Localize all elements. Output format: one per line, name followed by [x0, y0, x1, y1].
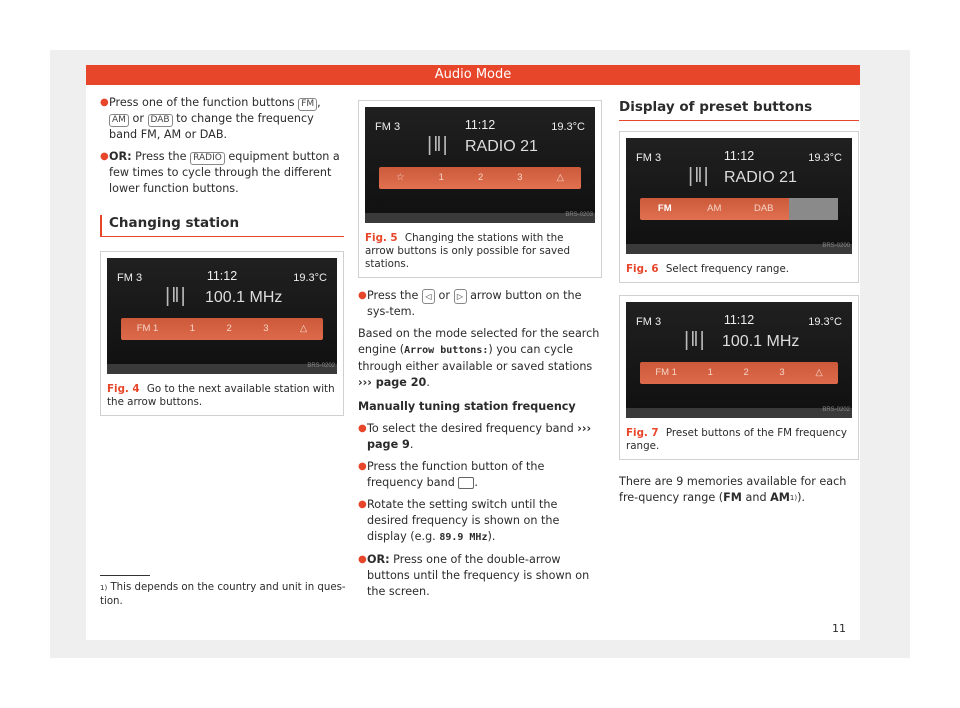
bullet-dot: ●	[358, 461, 367, 472]
bullet-dot: ●	[358, 423, 367, 434]
section-title-changing-station: Changing station	[100, 215, 344, 237]
column-left	[100, 95, 344, 416]
band-fm: FM	[657, 203, 672, 214]
bullet-press-band-button: ● Press the function button of the frequency band .	[358, 460, 545, 489]
preset-tray: ☆ 1 2 3 △	[379, 167, 581, 189]
band-tray	[640, 198, 838, 220]
radio-screen: FM 3 11:12 19.3°C |‖| RADIO 21 ☆ 1 2 3 △ BRS-0203	[365, 107, 595, 223]
page-reference-link[interactable]: ››› page 9	[367, 422, 592, 451]
figure-6	[619, 131, 859, 283]
frequency-band-icon	[458, 477, 474, 489]
preset-tray: FM 1 1 2 3 △	[640, 362, 838, 384]
preset-tray: FM 1 1 2 3 △	[121, 318, 323, 340]
subheading-manual-tuning: Manually tuning station frequency	[358, 400, 576, 413]
bullet-dot: ●	[358, 290, 367, 301]
figure-caption: Fig. 7 Preset buttons of the FM frequency range.	[626, 427, 847, 452]
dab-key: DAB	[148, 114, 173, 127]
figure-caption: Fig. 5 Changing the stations with the arrow buttons is only possible for saved stations.	[365, 232, 571, 270]
radio-screen: FM 3 11:12 19.3°C |‖| 100.1 MHz FM 1 1 2 3 △ BRS-0202	[626, 302, 852, 418]
audio-wave-icon: |‖|	[165, 285, 187, 307]
bullet-arrow-buttons: ● Press the ◁ or ▷ arrow button on the sys-tem.	[358, 289, 582, 318]
page-header: Audio Mode	[86, 65, 860, 85]
radio-screen: FM 3 11:12 19.3°C |‖| RADIO 21 FM AM DAB BRS-0200	[626, 138, 852, 254]
bullet-dot: ●	[100, 97, 109, 108]
footnote-divider	[100, 575, 150, 576]
page-reference-link[interactable]: ››› page 20	[358, 376, 427, 389]
page-number: 11	[832, 622, 846, 635]
figure-4	[100, 251, 344, 416]
bullet-radio-button: ● OR: Press the RADIO equipment button a few times to cycle through the different lower function buttons.	[100, 150, 340, 195]
figure-5	[358, 100, 602, 278]
figure-caption: Fig. 4 Go to the next available station with the arrow buttons.	[107, 383, 335, 408]
bullet-function-buttons: ● Press one of the function buttons FM , AM or DAB to change the frequency band FM, AM or DAB.	[100, 96, 321, 141]
arrow-left-icon: ◁	[422, 289, 435, 304]
bullet-select-band: ● To select the desired frequency band ››› page 9.	[358, 422, 592, 451]
audio-wave-icon: |‖|	[684, 329, 706, 351]
radio-key: RADIO	[190, 152, 225, 165]
band-am: AM	[707, 203, 722, 214]
column-middle	[358, 95, 602, 606]
bullet-dot: ●	[358, 554, 367, 565]
star-icon: ☆	[396, 172, 405, 183]
bullet-rotate-switch: ● Rotate the setting switch until the desired frequency is shown on the display (e.g. 89.9 MHz).	[358, 498, 560, 543]
am-key: AM	[109, 114, 129, 127]
fm-key: FM	[298, 98, 317, 111]
bullet-dot: ●	[100, 151, 109, 162]
footnote: $^{1)}$ This depends on the country and unit in ques-tion.	[100, 582, 346, 607]
column-right	[619, 95, 859, 514]
arrow-right-icon: ▷	[454, 289, 467, 304]
paragraph-memories: There are 9 memories available for each fre-quency range (FM and AM$^{1)}$).	[619, 475, 847, 504]
bullet-double-arrow: ● OR: Press one of the double-arrow buttons until the frequency is shown on the screen.	[358, 553, 590, 598]
paragraph-search-mode: Based on the mode selected for the search engine (Arrow buttons:) you can cycle through either available or saved stations ››› page 20.	[358, 327, 600, 389]
figure-caption: Fig. 6 Select frequency range.	[626, 263, 790, 275]
radio-screen: FM 3 11:12 19.3°C |‖| 100.1 MHz FM 1 1 2 3 △ BRS-0202	[107, 258, 337, 374]
figure-7	[619, 295, 859, 460]
audio-wave-icon: |‖|	[427, 134, 449, 156]
section-title-preset-buttons: Display of preset buttons	[619, 99, 859, 121]
audio-wave-icon: |‖|	[688, 165, 710, 187]
bullet-dot: ●	[358, 499, 367, 510]
manual-page	[86, 65, 860, 640]
band-dab: DAB	[753, 203, 774, 214]
